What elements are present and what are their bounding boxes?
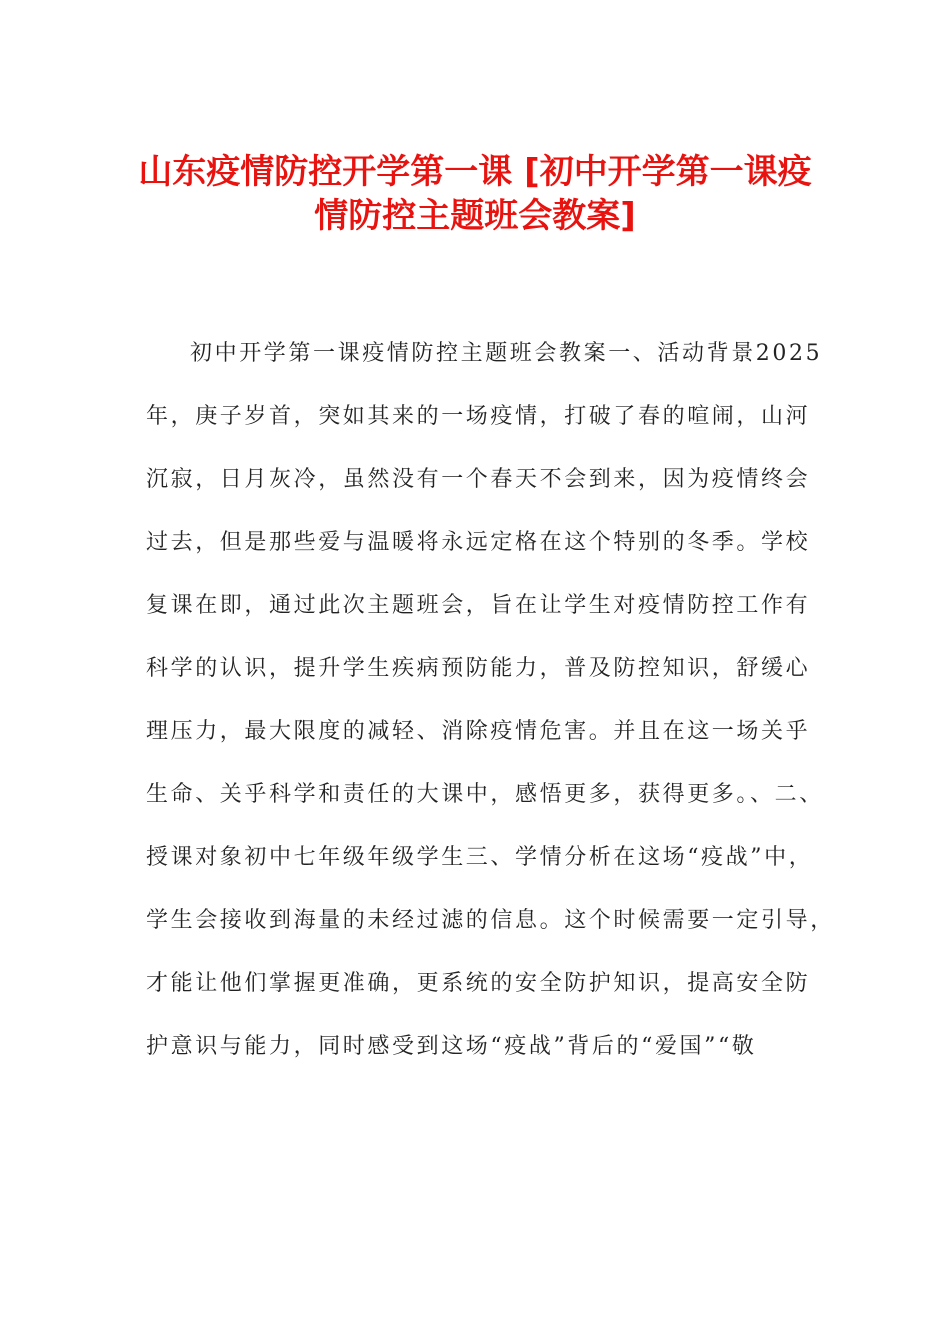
body-line: 年，庚子岁首，突如其来的一场疫情，打破了春的喧闹，山河 [146, 404, 811, 429]
body-line: 科学的认识，提升学生疾病预防能力，普及防控知识，舒缓心 [146, 656, 811, 681]
document-title-line-2: 情防控主题班会教案] [314, 196, 636, 236]
body-line: 护意识与能力，同时感受到这场“疫战”背后的“爱国”“敬 [146, 1034, 757, 1059]
document-body [146, 328, 835, 1084]
body-line: 复课在即，通过此次主题班会，旨在让学生对疫情防控工作有 [146, 593, 811, 618]
body-line: 学生会接收到海量的未经过滤的信息。这个时候需要一定引导， [146, 908, 835, 933]
body-line: 过去，但是那些爱与温暖将永远定格在这个特别的冬季。学校 [146, 530, 811, 555]
body-line: 理压力，最大限度的减轻、消除疫情危害。并且在这一场关乎 [146, 719, 811, 744]
body-line: 生命、关乎科学和责任的大课中，感悟更多，获得更多。、二、 [146, 782, 824, 807]
body-line: 才能让他们掌握更准确，更系统的安全防护知识，提高安全防 [146, 971, 811, 996]
body-line: 初中开学第一课疫情防控主题班会教案一、活动背景2025 [190, 341, 823, 366]
document-title-line-1: 山东疫情防控开学第一课 [初中开学第一课疫 [138, 152, 812, 192]
body-line: 沉寂，日月灰冷，虽然没有一个春天不会到来，因为疫情终会 [146, 467, 811, 492]
body-line: 授课对象初中七年级年级学生三、学情分析在这场“疫战”中， [146, 845, 814, 870]
